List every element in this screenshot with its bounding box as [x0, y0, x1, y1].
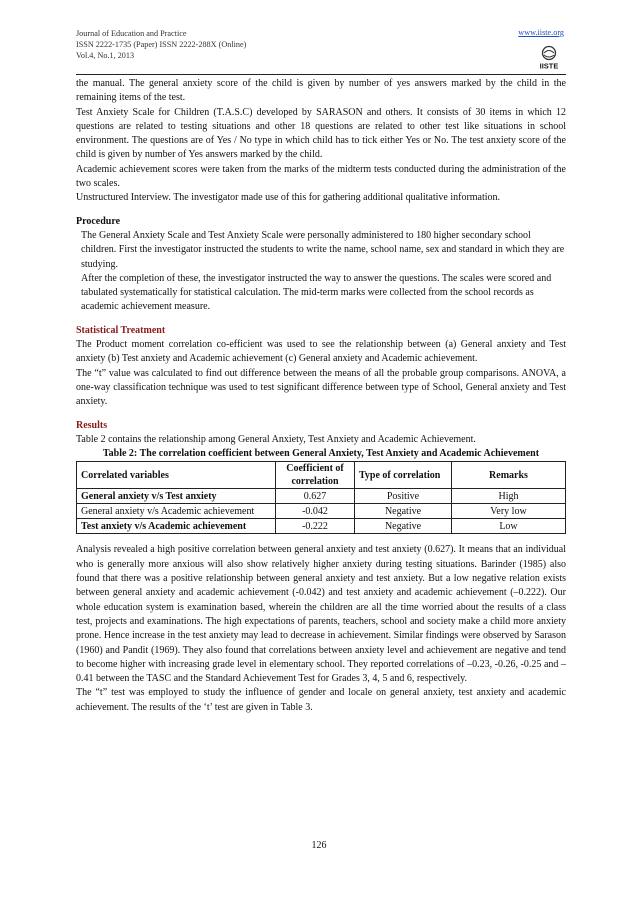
statistical-paragraph-1: The Product moment correlation co-efficient was used to see the relationship between (a) General anxiety and Test anxiety (b) Test anxiety and Academic achievement (c) General anxiety and Academic achievement. — [76, 339, 566, 365]
article-body — [76, 77, 566, 715]
journal-info — [76, 28, 246, 61]
row-variables: Test anxiety v/s Academic achievement — [77, 519, 276, 534]
results-paragraph: Table 2 contains the relationship among General Anxiety, Test Anxiety and Academic Achievement. — [76, 433, 476, 445]
paragraph-tasc: Test Anxiety Scale for Children (T.A.S.C) developed by SARASON and others. It consists of 30 items in which 12 questions are related to testing situations and other 18 questions are related to other test like situations in school environment. The questions are of Yes / No type in which child has to tick either Yes or No. The test anxiety score of the child is given by number of Yes answers marked by the child. — [76, 106, 566, 161]
correlation-table — [76, 461, 566, 534]
row-type: Negative — [355, 519, 452, 534]
row-coefficient: 0.627 — [276, 489, 355, 504]
table-row — [77, 504, 566, 519]
logo-text: IISTE — [539, 61, 559, 70]
journal-name: Journal of Education and Practice — [76, 29, 187, 38]
row-variables: General anxiety v/s Academic achievement — [77, 504, 276, 519]
page-header — [76, 28, 566, 74]
header-rule — [76, 74, 566, 75]
iiste-logo — [536, 44, 562, 70]
header-remarks: Remarks — [452, 462, 566, 489]
journal-issn: ISSN 2222-1735 (Paper) ISSN 2222-288X (Online) — [76, 40, 247, 49]
page-number: 126 — [311, 840, 327, 851]
table-row — [77, 519, 566, 534]
row-coefficient: -0.222 — [276, 519, 355, 534]
t-test-paragraph: The “t” test was employed to study the influence of gender and locale on general anxiety, test anxiety and academic achievement. The results of the ‘t’ test are given in Table 3. — [76, 687, 566, 713]
header-type: Type of correlation — [355, 462, 452, 489]
results-heading: Results — [76, 419, 108, 431]
paragraph-manual: the manual. The general anxiety score of the child is given by number of yes answers marked by the child in the remaining items of the test. — [76, 78, 566, 104]
statistical-paragraph-2: The “t” value was calculated to find out difference between the means of all the probable group comparisons. ANOVA, a one-way classification technique was used to test significant difference between type of School, General anxiety and Test anxiety. — [76, 367, 566, 408]
journal-volume: Vol.4, No.1, 2013 — [76, 51, 135, 60]
row-variables: General anxiety v/s Test anxiety — [77, 489, 276, 504]
table-header-row — [77, 462, 566, 489]
row-remarks: Very low — [452, 504, 566, 519]
procedure-heading: Procedure — [76, 215, 121, 227]
paragraph-interview: Unstructured Interview. The investigator made use of this for gathering additional qualitative information. — [76, 192, 501, 204]
analysis-paragraph: Analysis revealed a high positive correlation between general anxiety and test anxiety (0.627). It means that an individual who is generally more anxious will also show relatively higher anxiety during testing situations. Barinder (1985) also found that there was a positive relationship between general anxiety and test anxiety. But a low negative relation exists between general anxiety and academic achievement (-0.042) and test anxiety and academic achievement (–0.222). Our whole education system is examination based, wherein the children are all the time worried about the results of a class test, projects and examinations. The high expectations of parents, teachers, school and society make a child more anxiety prone. Hence increase in the test anxiety may lead to decrease in achievement. Similar findings were observed by Sarason (1960) and Pandit (1969). They also found that correlations between anxiety level and achievement are negative and tend to become higher with increasing grade level in elementary school. They reported correlations of –0.23, -0.26, -0.25 and –0.41 between the TASC and the Standard Achievement Test for Grades 3, 4, 5 and 6, respectively. — [76, 544, 566, 685]
table-row — [77, 489, 566, 504]
row-type: Positive — [355, 489, 452, 504]
row-remarks: Low — [452, 519, 566, 534]
paragraph-academic: Academic achievement scores were taken from the marks of the midterm tests conducted during the administration of the two scales. — [76, 163, 566, 190]
procedure-paragraph-1: The General Anxiety Scale and Test Anxiety Scale were personally administered to 180 higher secondary school children. First the investigator instructed the students to write the name, school name, sex and standard in which they are studying. — [81, 229, 565, 270]
header-variables: Correlated variables — [77, 462, 276, 489]
procedure-paragraph-2: After the completion of these, the investigator instructed the way to answer the questions. The scales were scored and tabulated systematically for statistical calculation. The mid-term marks were collected from the school records as academic achievement measure. — [81, 272, 552, 313]
row-type: Negative — [355, 504, 452, 519]
statistical-treatment-heading: Statistical Treatment — [76, 324, 166, 336]
row-remarks: High — [452, 489, 566, 504]
journal-website-link[interactable]: www.iiste.org — [518, 28, 564, 37]
header-coefficient: Coefficient of correlation — [276, 462, 355, 489]
row-coefficient: -0.042 — [276, 504, 355, 519]
table-caption: Table 2: The correlation coefficient between General Anxiety, Test Anxiety and Academic Achievement — [102, 448, 540, 460]
